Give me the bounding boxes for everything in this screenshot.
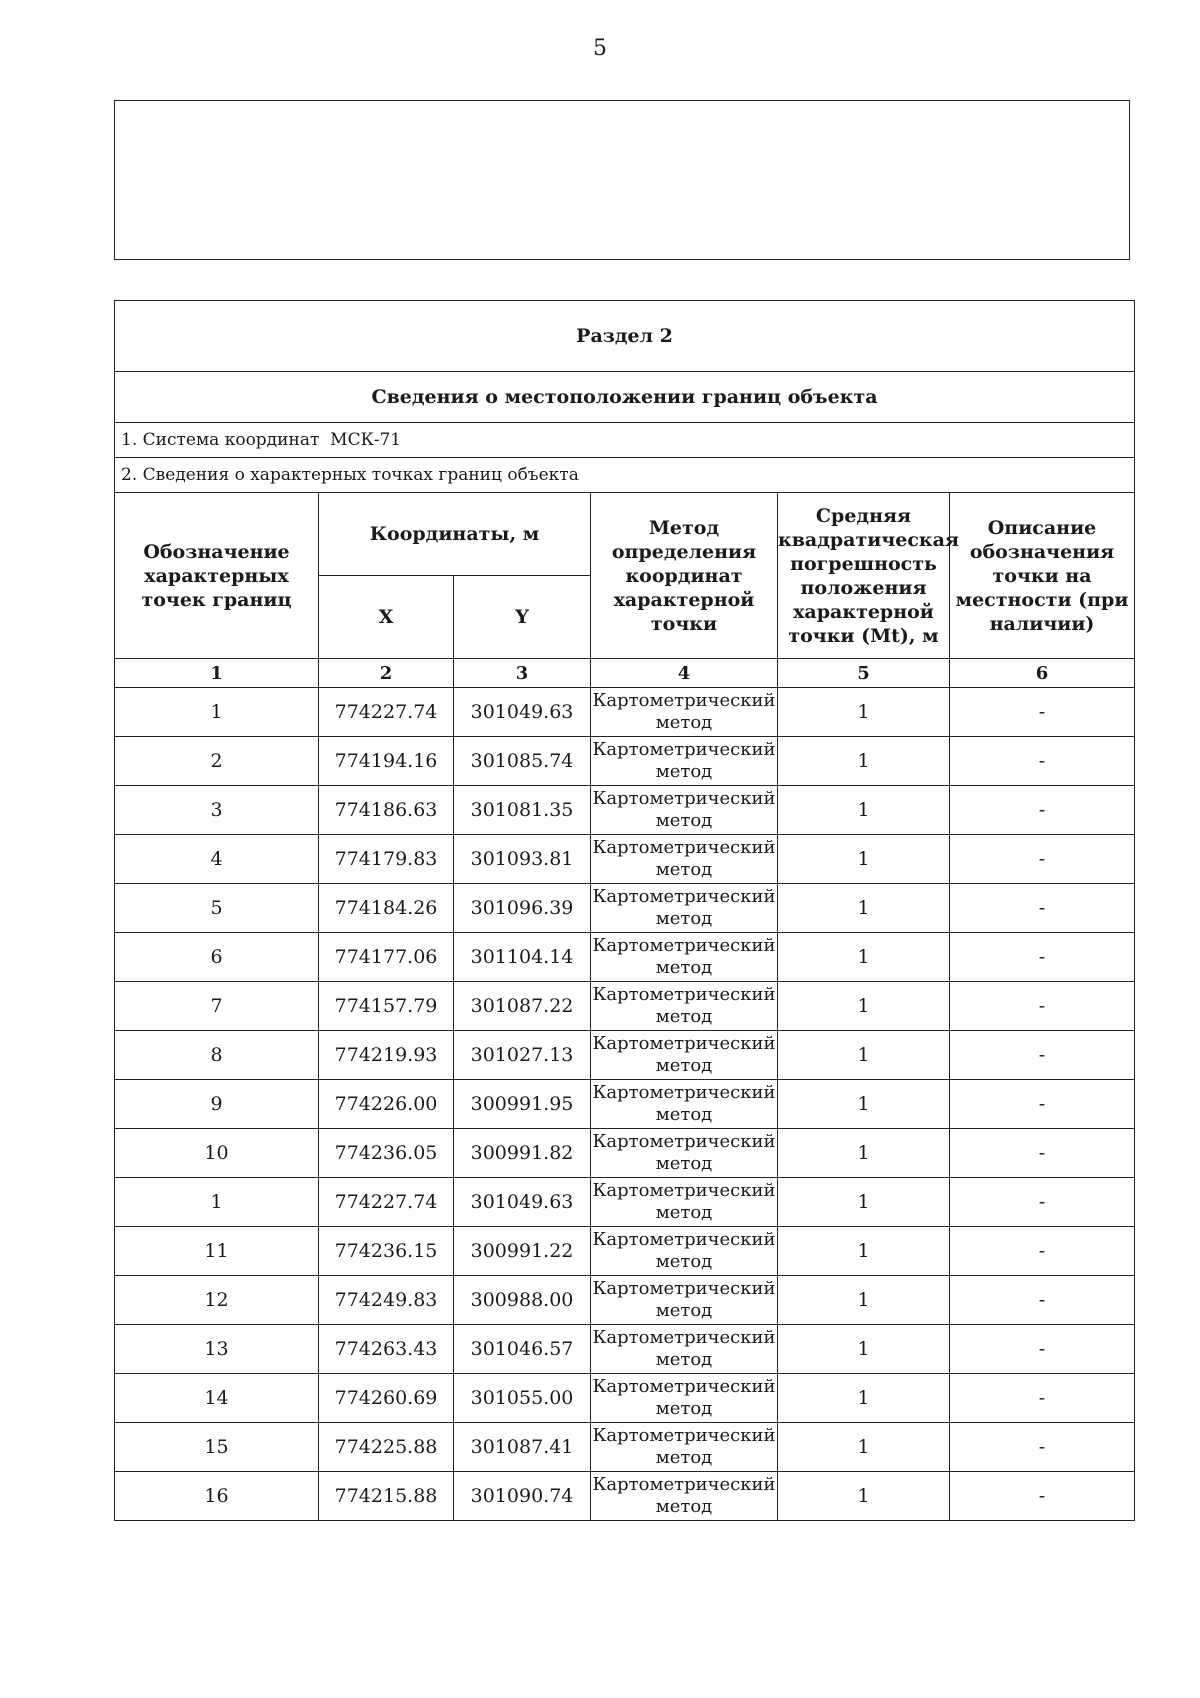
method-cell: Картометрический метод [591, 933, 778, 982]
table-row [115, 982, 1135, 1031]
y-cell: 301104.14 [454, 933, 591, 982]
description-cell: - [950, 1423, 1135, 1472]
empty-header-box [114, 100, 1130, 260]
table-row [115, 1325, 1135, 1374]
boundary-table [114, 300, 1135, 1521]
method-cell: Картометрический метод [591, 1031, 778, 1080]
error-cell: 1 [778, 835, 950, 884]
method-cell: Картометрический метод [591, 1129, 778, 1178]
method-cell: Картометрический метод [591, 982, 778, 1031]
x-cell: 774215.88 [319, 1472, 454, 1521]
column-number: 1 [115, 659, 319, 688]
y-cell: 300991.95 [454, 1080, 591, 1129]
error-cell: 1 [778, 737, 950, 786]
x-cell: 774186.63 [319, 786, 454, 835]
error-cell: 1 [778, 1472, 950, 1521]
y-cell: 301085.74 [454, 737, 591, 786]
description-cell: - [950, 688, 1135, 737]
x-cell: 774184.26 [319, 884, 454, 933]
method-cell: Картометрический метод [591, 884, 778, 933]
page-number: 5 [593, 36, 607, 61]
description-cell: - [950, 1080, 1135, 1129]
x-cell: 774177.06 [319, 933, 454, 982]
error-cell: 1 [778, 1374, 950, 1423]
y-cell: 301090.74 [454, 1472, 591, 1521]
method-cell: Картометрический метод [591, 1423, 778, 1472]
coordinate-system-row [115, 423, 1135, 458]
x-cell: 774225.88 [319, 1423, 454, 1472]
y-cell: 301093.81 [454, 835, 591, 884]
point-cell: 2 [115, 737, 319, 786]
header-y: Y [454, 576, 591, 659]
x-cell: 774263.43 [319, 1325, 454, 1374]
description-cell: - [950, 884, 1135, 933]
description-cell: - [950, 1031, 1135, 1080]
x-cell: 774236.15 [319, 1227, 454, 1276]
header-description: Описание обозначения точки на местности (при наличии) [950, 493, 1135, 659]
point-cell: 8 [115, 1031, 319, 1080]
point-cell: 15 [115, 1423, 319, 1472]
error-cell: 1 [778, 1423, 950, 1472]
x-cell: 774227.74 [319, 688, 454, 737]
table-row [115, 1129, 1135, 1178]
column-number: 3 [454, 659, 591, 688]
description-cell: - [950, 1374, 1135, 1423]
error-cell: 1 [778, 1031, 950, 1080]
method-cell: Картометрический метод [591, 1276, 778, 1325]
error-cell: 1 [778, 1080, 950, 1129]
table-row [115, 835, 1135, 884]
method-cell: Картометрический метод [591, 786, 778, 835]
table-row [115, 933, 1135, 982]
x-cell: 774179.83 [319, 835, 454, 884]
points-info-label: 2. Сведения о характерных точках границ объекта [115, 458, 1135, 493]
table-row [115, 688, 1135, 737]
description-cell: - [950, 1472, 1135, 1521]
y-cell: 301046.57 [454, 1325, 591, 1374]
description-cell: - [950, 933, 1135, 982]
y-cell: 301087.41 [454, 1423, 591, 1472]
column-number: 5 [778, 659, 950, 688]
description-cell: - [950, 1276, 1135, 1325]
column-number: 2 [319, 659, 454, 688]
x-cell: 774157.79 [319, 982, 454, 1031]
y-cell: 300988.00 [454, 1276, 591, 1325]
table-row [115, 884, 1135, 933]
method-cell: Картометрический метод [591, 1080, 778, 1129]
coordinate-system-label: 1. Система координат [121, 430, 320, 450]
error-cell: 1 [778, 884, 950, 933]
table-row [115, 1178, 1135, 1227]
error-cell: 1 [778, 1325, 950, 1374]
error-cell: 1 [778, 1129, 950, 1178]
header-error: Средняя квадратическая погрешность положения характерной точки (Mt), м [778, 493, 950, 659]
y-cell: 300991.82 [454, 1129, 591, 1178]
description-cell: - [950, 1227, 1135, 1276]
method-cell: Картометрический метод [591, 1472, 778, 1521]
y-cell: 301087.22 [454, 982, 591, 1031]
error-cell: 1 [778, 688, 950, 737]
table-row [115, 786, 1135, 835]
y-cell: 301055.00 [454, 1374, 591, 1423]
point-cell: 3 [115, 786, 319, 835]
point-cell: 6 [115, 933, 319, 982]
y-cell: 301081.35 [454, 786, 591, 835]
error-cell: 1 [778, 1178, 950, 1227]
x-cell: 774194.16 [319, 737, 454, 786]
method-cell: Картометрический метод [591, 1227, 778, 1276]
point-cell: 11 [115, 1227, 319, 1276]
column-number: 4 [591, 659, 778, 688]
point-cell: 4 [115, 835, 319, 884]
x-cell: 774236.05 [319, 1129, 454, 1178]
table-row [115, 1080, 1135, 1129]
y-cell: 300991.22 [454, 1227, 591, 1276]
description-cell: - [950, 737, 1135, 786]
table-row [115, 1423, 1135, 1472]
table-row [115, 737, 1135, 786]
x-cell: 774219.93 [319, 1031, 454, 1080]
error-cell: 1 [778, 1276, 950, 1325]
point-cell: 13 [115, 1325, 319, 1374]
error-cell: 1 [778, 982, 950, 1031]
method-cell: Картометрический метод [591, 1178, 778, 1227]
point-cell: 12 [115, 1276, 319, 1325]
method-cell: Картометрический метод [591, 1374, 778, 1423]
point-cell: 1 [115, 688, 319, 737]
y-cell: 301096.39 [454, 884, 591, 933]
error-cell: 1 [778, 786, 950, 835]
section-title: Раздел 2 [115, 301, 1135, 372]
description-cell: - [950, 835, 1135, 884]
table-row [115, 1031, 1135, 1080]
description-cell: - [950, 982, 1135, 1031]
method-cell: Картометрический метод [591, 688, 778, 737]
method-cell: Картометрический метод [591, 737, 778, 786]
point-cell: 5 [115, 884, 319, 933]
x-cell: 774226.00 [319, 1080, 454, 1129]
y-cell: 301027.13 [454, 1031, 591, 1080]
table-row [115, 1276, 1135, 1325]
section-subtitle: Сведения о местоположении границ объекта [115, 372, 1135, 423]
description-cell: - [950, 1129, 1135, 1178]
point-cell: 14 [115, 1374, 319, 1423]
point-cell: 7 [115, 982, 319, 1031]
header-coords: Координаты, м [319, 493, 591, 576]
table-row [115, 1472, 1135, 1521]
coordinate-system-value: МСК-71 [330, 430, 402, 450]
error-cell: 1 [778, 1227, 950, 1276]
point-cell: 16 [115, 1472, 319, 1521]
point-cell: 1 [115, 1178, 319, 1227]
y-cell: 301049.63 [454, 1178, 591, 1227]
table-row [115, 1374, 1135, 1423]
method-cell: Картометрический метод [591, 1325, 778, 1374]
method-cell: Картометрический метод [591, 835, 778, 884]
header-point: Обозначение характерных точек границ [115, 493, 319, 659]
description-cell: - [950, 786, 1135, 835]
point-cell: 9 [115, 1080, 319, 1129]
point-cell: 10 [115, 1129, 319, 1178]
x-cell: 774260.69 [319, 1374, 454, 1423]
header-method: Метод определения координат характерной точки [591, 493, 778, 659]
x-cell: 774249.83 [319, 1276, 454, 1325]
error-cell: 1 [778, 933, 950, 982]
description-cell: - [950, 1325, 1135, 1374]
table-row [115, 1227, 1135, 1276]
column-number: 6 [950, 659, 1135, 688]
header-x: X [319, 576, 454, 659]
x-cell: 774227.74 [319, 1178, 454, 1227]
description-cell: - [950, 1178, 1135, 1227]
y-cell: 301049.63 [454, 688, 591, 737]
